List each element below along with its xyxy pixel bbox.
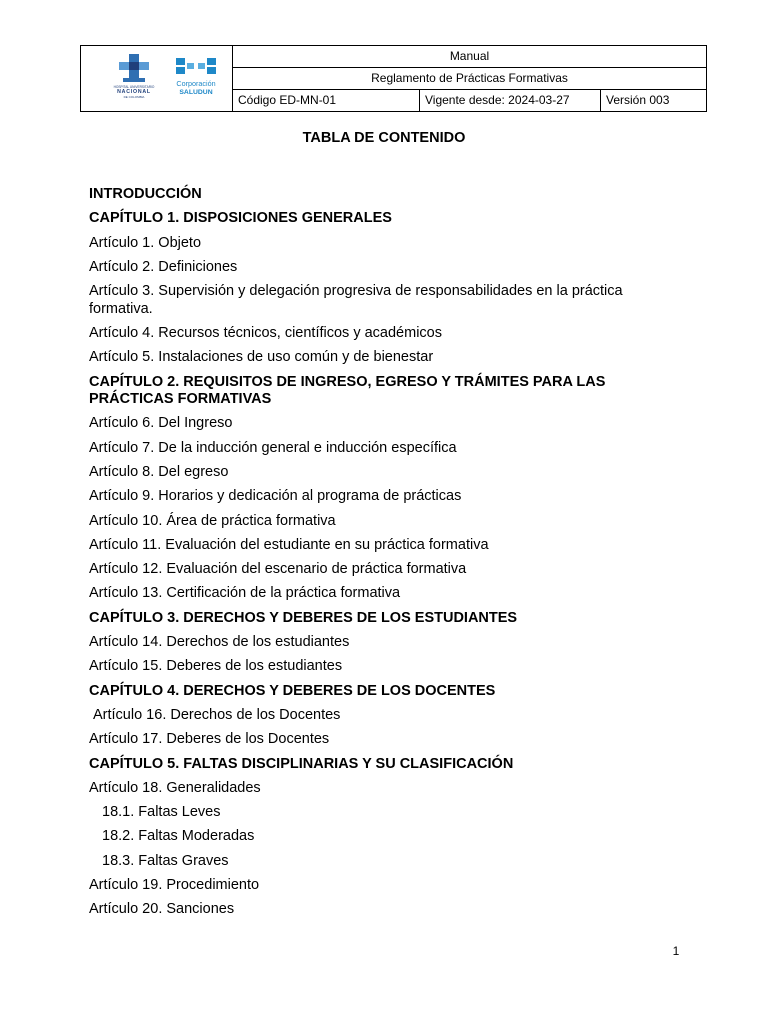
toc-article-entry: Artículo 11. Evaluación del estudiante en su práctica formativa [89, 536, 489, 553]
doc-code-cell: Código ED-MN-01 [233, 90, 420, 112]
toc-article-entry: Artículo 4. Recursos técnicos, científicos y académicos [89, 324, 442, 341]
logo-hun-line-2: NACIONAL [117, 89, 151, 95]
document-header [80, 45, 707, 112]
toc-article-entry: Artículo 13. Certificación de la práctica formativa [89, 585, 401, 602]
toc-article-entry: Artículo 10. Área de práctica formativa [89, 512, 336, 529]
toc-subsection-entry: 18.2. Faltas Moderadas [102, 828, 255, 845]
toc-article-entry: Artículo 5. Instalaciones de uso común y de bienestar [89, 349, 434, 366]
table-of-contents [89, 186, 689, 926]
doc-title-cell: Reglamento de Prácticas Formativas [233, 68, 707, 90]
corporacion-saludun-logo [173, 56, 219, 100]
page-number: 1 [672, 944, 680, 958]
toc-chapter-entry: INTRODUCCIÓN [89, 186, 202, 202]
toc-article-entry: Artículo 2. Definiciones [89, 258, 238, 275]
toc-chapter-entry: CAPÍTULO 4. DERECHOS Y DEBERES DE LOS DOCENTES [89, 682, 496, 699]
logo-cell [81, 46, 233, 112]
toc-article-entry: Artículo 14. Derechos de los estudiantes [89, 634, 350, 651]
version-cell: Versión 003 [601, 90, 707, 112]
toc-chapter-entry: CAPÍTULO 2. REQUISITOS DE INGRESO, EGRESO Y TRÁMITES PARA LAS PRÁCTICAS FORMATIVAS [89, 373, 606, 408]
toc-article-entry: Artículo 15. Deberes de los estudiantes [89, 658, 343, 675]
logo-hun-line-1: HOSPITAL UNIVERSITARIO [113, 85, 155, 89]
toc-article-entry: Artículo 17. Deberes de los Docentes [89, 731, 330, 748]
toc-chapter-entry: CAPÍTULO 3. DERECHOS Y DEBERES DE LOS ESTUDIANTES [89, 609, 518, 626]
logo-sun-line-1: Corporación [176, 79, 216, 88]
toc-chapter-entry: CAPÍTULO 5. FALTAS DISCIPLINARIAS Y SU CLASIFICACIÓN [89, 755, 514, 772]
cross-icon [119, 54, 149, 82]
toc-article-entry: Artículo 19. Procedimiento [89, 877, 260, 894]
saludun-mark-icon [176, 58, 216, 74]
toc-title: TABLA DE CONTENIDO [302, 130, 466, 146]
toc-article-entry: Artículo 16. Derechos de los Docentes [93, 706, 341, 723]
valid-from-cell: Vigente desde: 2024-03-27 [420, 90, 601, 112]
toc-article-entry: Artículo 3. Supervisión y delegación progresiva de responsabilidades en la práctica formativa. [89, 283, 623, 317]
toc-article-entry: Artículo 9. Horarios y dedicación al programa de prácticas [89, 488, 462, 505]
toc-article-entry: Artículo 12. Evaluación del escenario de práctica formativa [89, 561, 467, 578]
logo-sun-line-2: SALUDUN [179, 89, 213, 96]
doc-type-cell: Manual [233, 46, 707, 68]
toc-article-entry: Artículo 7. De la inducción general e inducción específica [89, 439, 457, 456]
toc-article-entry: Artículo 1. Objeto [89, 234, 202, 251]
toc-article-entry: Artículo 6. Del Ingreso [89, 415, 233, 432]
toc-article-entry: Artículo 18. Generalidades [89, 779, 261, 796]
toc-chapter-entry: CAPÍTULO 1. DISPOSICIONES GENERALES [89, 210, 392, 227]
logo-hun-line-3: DE COLOMBIA [123, 95, 145, 99]
toc-subsection-entry: 18.3. Faltas Graves [102, 852, 229, 869]
toc-article-entry: Artículo 8. Del egreso [89, 463, 229, 480]
toc-subsection-entry: 18.1. Faltas Leves [102, 804, 221, 821]
toc-article-entry: Artículo 20. Sanciones [89, 901, 235, 918]
hospital-nacional-logo [101, 52, 167, 100]
